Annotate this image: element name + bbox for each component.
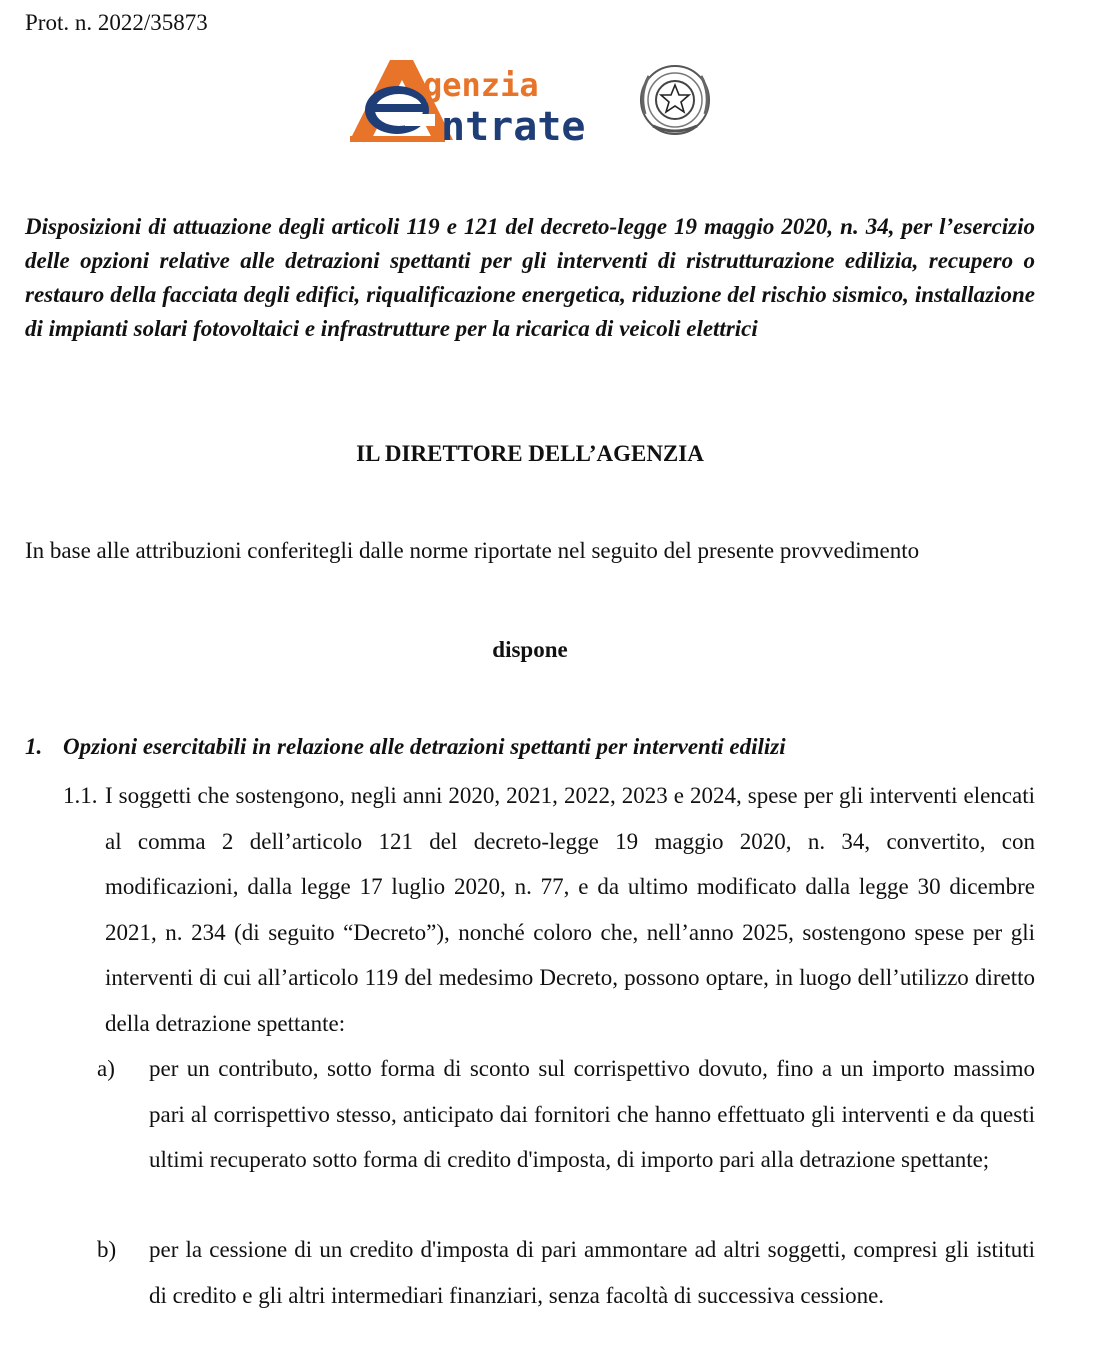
republic-emblem-icon: [641, 66, 709, 134]
paragraph-1-1-number: 1.1.: [63, 783, 98, 808]
logo-line2: ntrate: [441, 104, 586, 150]
heading-dispone: dispone: [492, 637, 568, 662]
heading-director: IL DIRETTORE DELL’AGENZIA: [356, 441, 704, 466]
agenzia-entrate-logo: [345, 52, 715, 152]
list-item-a-text: per un contributo, sotto forma di sconto sul corrispettivo dovuto, fino a un importo massimo pari al corrispettivo stesso, anticipato dai fornitori che hanno effettuato gli interventi e da questi ultimi recuperato sotto forma di credito d'imposta, di importo pari alla detrazione spettante;: [149, 1056, 1035, 1172]
list-item-b-letter: b): [97, 1237, 117, 1262]
list-item-a-letter: a): [97, 1056, 115, 1081]
logo-line1: genzia: [423, 66, 539, 104]
section-1-heading: [25, 734, 1045, 760]
document-title: Disposizioni di attuazione degli articoli 119 e 121 del decreto-legge 19 maggio 2020, n. 34, per l’esercizio delle opzioni relative alle detrazioni spettanti per gli interventi di ristrutturazione edilizia, recupero o restauro della facciata degli edifici, riqualificazione energetica, riduzione del rischio sismico, installazione di impianti solari fotovoltaici e infrastrutture per la ricarica di veicoli elettrici: [25, 214, 1035, 341]
paragraph-1-1-text: I soggetti che sostengono, negli anni 2020, 2021, 2022, 2023 e 2024, spese per gli interventi elencati al comma 2 dell’articolo 121 del decreto-legge 19 maggio 2020, n. 34, convertito, con modificazioni, dalla legge 17 luglio 2020, n. 77, e da ultimo modificato dalla legge 30 dicembre 2021, n. 234 (di seguito “Decreto”), nonché coloro che, nell’anno 2025, sostengono spese per gli interventi di cui all’articolo 119 del medesimo Decreto, possono optare, in luogo dell’utilizzo diretto della detrazione spettante:: [105, 783, 1035, 1036]
list-item-b-text: per la cessione di un credito d'imposta di pari ammontare ad altri soggetti, compresi gli istituti di credito e gli altri intermediari finanziari, senza facoltà di successiva cessione.: [149, 1237, 1035, 1308]
section-1-number: 1.: [25, 734, 43, 759]
intro-text: In base alle attribuzioni conferitegli dalle norme riportate nel seguito del presente provvedimento: [25, 538, 920, 563]
protocol-number: Prot. n. 2022/35873: [25, 10, 208, 35]
section-1-title: Opzioni esercitabili in relazione alle detrazioni spettanti per interventi edilizi: [63, 734, 786, 759]
